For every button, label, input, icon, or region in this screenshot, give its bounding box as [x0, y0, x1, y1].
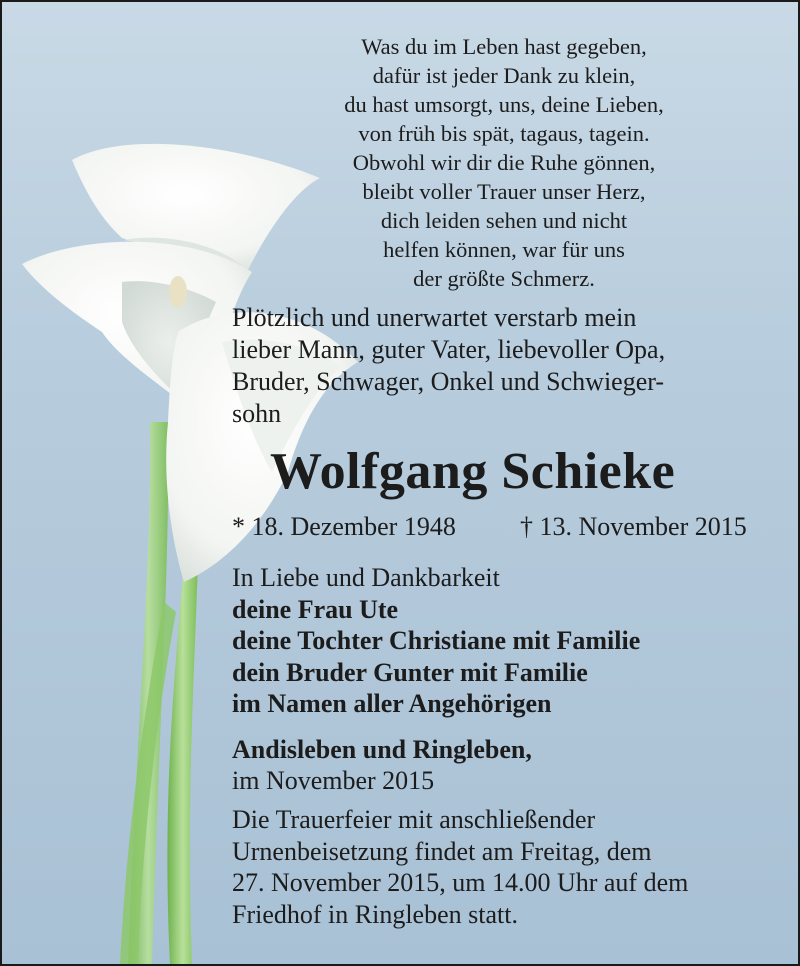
funeral-details [232, 804, 792, 930]
lily-spadix [169, 276, 187, 308]
poem-line: du hast umsorgt, uns, deine Lieben, [344, 92, 664, 117]
poem-line: helfen können, war für uns [383, 237, 625, 262]
funeral-line: Die Trauerfeier mit anschließender [232, 805, 596, 834]
poem-line: Was du im Leben hast gegeben, [361, 34, 647, 59]
birth-date: * 18. Dezember 1948 [232, 512, 456, 541]
funeral-line: 27. November 2015, um 14.00 Uhr auf dem [232, 868, 689, 897]
poem-line: von früh bis spät, tagaus, tagein. [358, 121, 650, 146]
funeral-line: Friedhof in Ringleben statt. [232, 899, 518, 929]
death-announcement [232, 302, 792, 430]
poem-line: dich leiden sehen und nicht [380, 208, 628, 233]
memorial-poem [294, 32, 714, 293]
mourner: dein Bruder Gunter mit Familie [232, 657, 588, 687]
location: Andisleben und Ringleben, [232, 735, 532, 764]
poem-line: bleibt voller Trauer unser Herz, [362, 179, 646, 204]
funeral-line: Urnenbeisetzung findet am Freitag, dem [232, 836, 652, 866]
poem-line: Obwohl wir dir die Ruhe gönnen, [352, 150, 656, 175]
mourner: im Namen aller Angehörigen [232, 689, 552, 718]
life-dates [232, 511, 780, 543]
place-and-date [232, 734, 792, 796]
announcement-line: lieber Mann, guter Vater, liebevoller Opa, [232, 335, 666, 364]
mourners-heading: In Liebe und Dankbarkeit [232, 563, 500, 592]
poem-line: der größte Schmerz. [413, 266, 595, 291]
poem-line: dafür ist jeder Dank zu klein, [372, 63, 636, 88]
announcement-line: Bruder, Schwager, Onkel und Schwieger- [232, 367, 665, 396]
mourner: deine Frau Ute [232, 594, 399, 624]
death-date: † 13. November 2015 [520, 512, 747, 541]
announcement-line: sohn [232, 399, 282, 428]
notice-date: im November 2015 [232, 766, 435, 795]
announcement-line: Plötzlich und unerwartet verstarb mein [232, 303, 637, 332]
mourner: deine Tochter Christiane mit Familie [232, 626, 641, 655]
deceased-name: Wolfgang Schieke [270, 443, 676, 500]
mourners [232, 562, 792, 720]
